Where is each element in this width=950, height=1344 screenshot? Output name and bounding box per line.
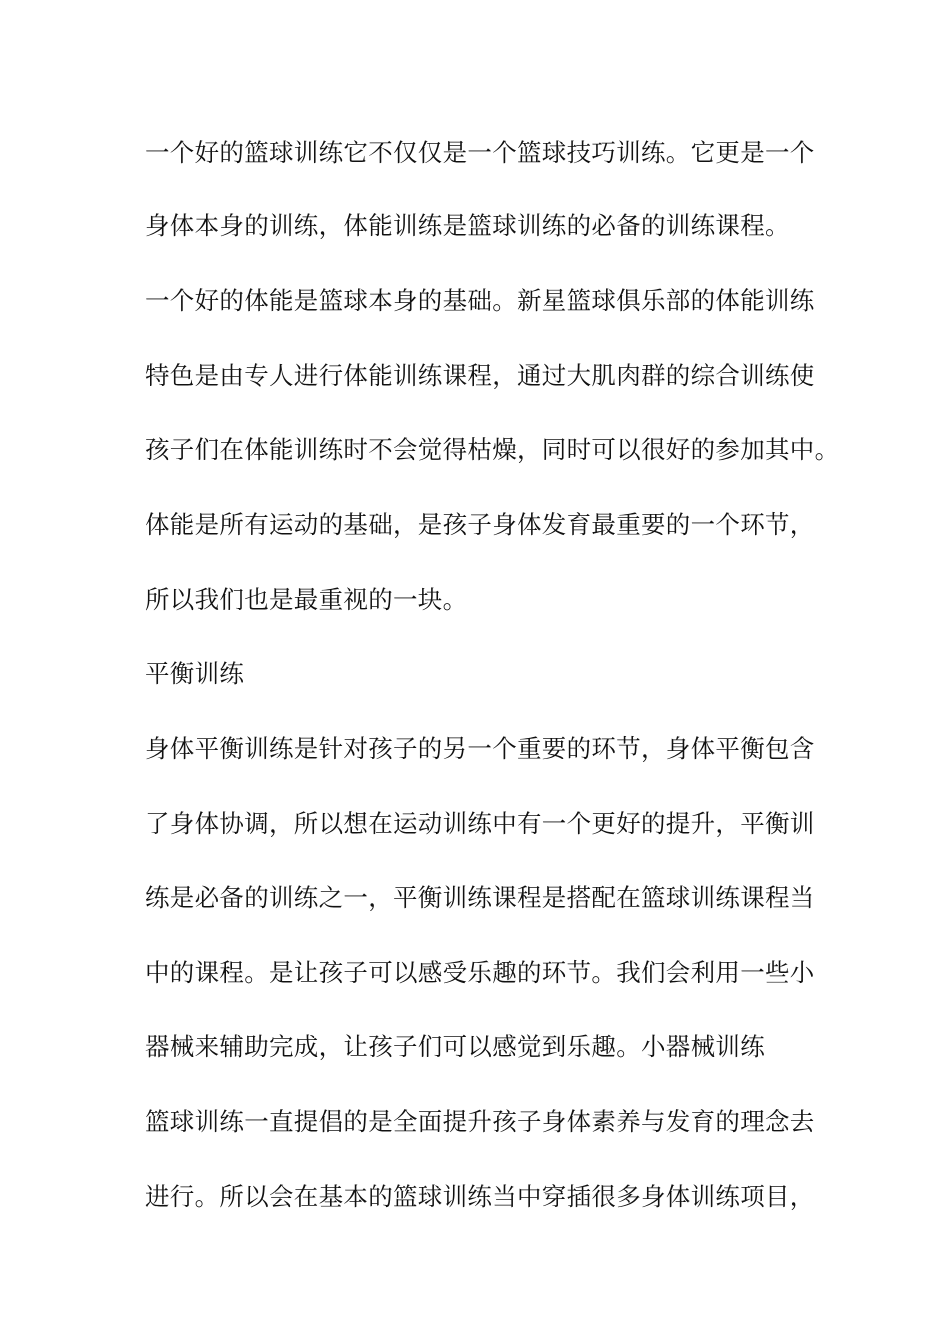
text-line: 体能是所有运动的基础，是孩子身体发育最重要的一个环节， <box>145 510 815 539</box>
text-line: 身体本身的训练，体能训练是篮球训练的必备的训练课程。 <box>145 211 790 240</box>
text-line: 一个好的篮球训练它不仅仅是一个篮球技巧训练。它更是一个 <box>145 138 815 167</box>
text-line: 一个好的体能是篮球本身的基础。新星篮球俱乐部的体能训练 <box>145 286 815 315</box>
text-line: 进行。所以会在基本的篮球训练当中穿插很多身体训练项目， <box>145 1182 815 1211</box>
text-line: 篮球训练一直提倡的是全面提升孩子身体素养与发育的理念去 <box>145 1107 815 1136</box>
text-line: 孩子们在体能训练时不会觉得枯燥，同时可以很好的参加其中。 <box>145 435 840 464</box>
section-heading: 平衡训练 <box>145 659 245 688</box>
text-line: 练是必备的训练之一，平衡训练课程是搭配在篮球训练课程当 <box>145 883 815 912</box>
text-line: 特色是由专人进行体能训练课程，通过大肌肉群的综合训练使 <box>145 361 815 390</box>
text-line: 身体平衡训练是针对孩子的另一个重要的环节，身体平衡包含 <box>145 734 815 763</box>
text-line: 了身体协调，所以想在运动训练中有一个更好的提升，平衡训 <box>145 809 815 838</box>
text-line: 所以我们也是最重视的一块。 <box>145 585 468 614</box>
text-line: 中的课程。是让孩子可以感受乐趣的环节。我们会利用一些小 <box>145 958 815 987</box>
text-line: 器械来辅助完成，让孩子们可以感觉到乐趣。小器械训练 <box>145 1032 765 1061</box>
